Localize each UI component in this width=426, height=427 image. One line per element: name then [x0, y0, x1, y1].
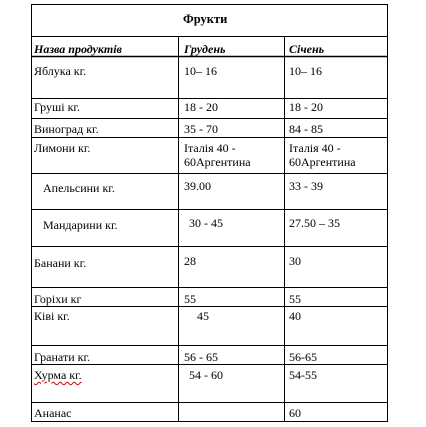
row-january: 30 [289, 254, 301, 268]
row-name: Груші кг. [34, 100, 80, 114]
header-product-name: Назва продуктів [34, 42, 122, 56]
row-december: 30 - 45 [189, 216, 223, 230]
header-january: Січень [289, 42, 325, 56]
row-january: 55 [289, 292, 301, 306]
row-name: Ківі кг. [34, 309, 70, 323]
row-january: Італія 40 - 60Аргентина [289, 141, 356, 169]
row-january: 18 - 20 [289, 100, 323, 114]
row-december: 35 - 70 [184, 122, 218, 136]
row-december: 18 - 20 [184, 100, 218, 114]
row-january: 10– 16 [289, 64, 322, 78]
row-name: Лимони кг. [34, 141, 91, 155]
row-name: Ананас [34, 406, 72, 420]
header-december: Грудень [184, 42, 226, 56]
row-january: 54-55 [289, 368, 317, 382]
row-name: Мандарини кг. [43, 218, 118, 232]
row-name: Яблука кг. [34, 64, 87, 78]
row-name: Апельсини кг. [43, 181, 115, 195]
row-name [34, 368, 82, 382]
row-name: Гранати кг. [34, 350, 91, 364]
spellcheck-word: Хурма кг. [34, 368, 82, 382]
row-december: 28 [184, 254, 196, 268]
row-december: 45 [197, 309, 209, 323]
row-january: 40 [289, 309, 301, 323]
table-title: Фрукти [183, 12, 228, 26]
row-january: 84 - 85 [289, 122, 323, 136]
row-december: 10– 16 [184, 64, 217, 78]
row-january: 33 - 39 [289, 179, 323, 193]
row-december: 56 - 65 [184, 350, 218, 364]
row-name: Горіхи кг [34, 292, 82, 306]
prices-table [31, 4, 388, 422]
row-name: Банани кг. [34, 256, 87, 270]
row-january: 60 [289, 406, 301, 420]
row-december: Італія 40 - 60Аргентина [184, 141, 251, 169]
row-name: Виноград кг. [34, 122, 99, 136]
row-december: 54 - 60 [189, 368, 223, 382]
row-december: 39.00 [184, 179, 211, 193]
row-december: 55 [184, 292, 196, 306]
row-january: 27.50 – 35 [289, 216, 340, 230]
row-january: 56-65 [289, 350, 317, 364]
